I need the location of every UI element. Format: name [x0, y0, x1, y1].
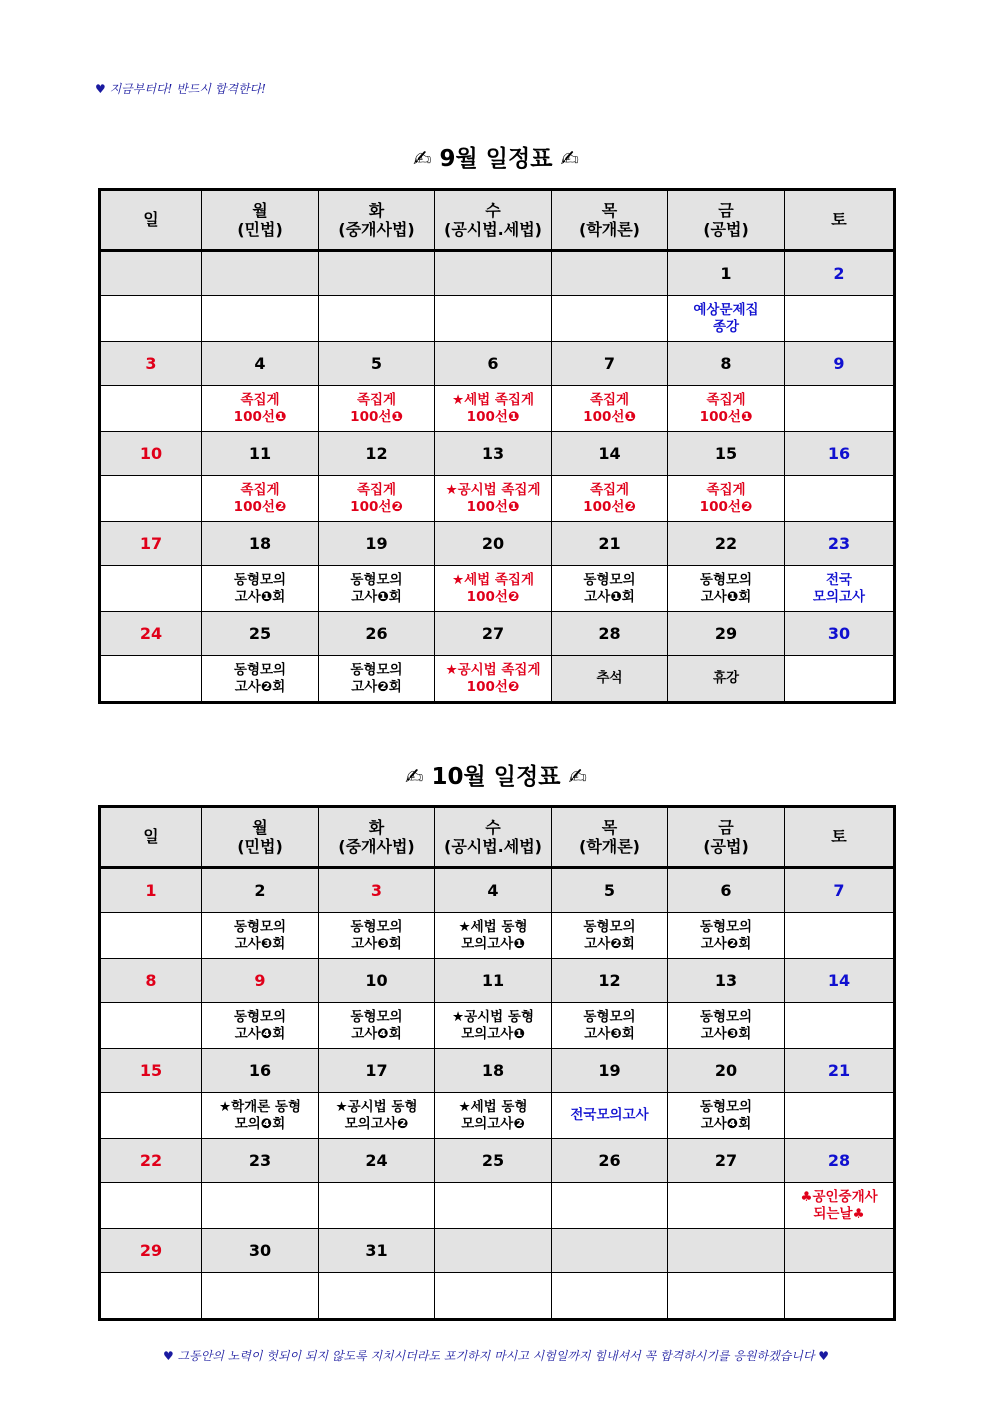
event-line-2: 100선❷ [466, 588, 520, 605]
event-line-2: 100선❷ [583, 498, 636, 515]
event-cell-tue [319, 386, 435, 432]
event-line-2: 고사❶회 [351, 588, 402, 605]
date-cell-fri: 8 [668, 342, 785, 386]
event-line-2: 모의고사❶ [461, 935, 525, 952]
event-line-1: 동형모의 [699, 572, 753, 589]
date-cell-mon: 30 [202, 1229, 319, 1273]
event-cell-sun [100, 1273, 202, 1320]
event-cell-mon [202, 1273, 319, 1320]
date-cell-sun: 8 [100, 959, 202, 1003]
date-cell-sat: 23 [785, 522, 895, 566]
event-cell-wed [435, 656, 552, 703]
date-cell-thu: 7 [552, 342, 668, 386]
event-line-2: 고사❸회 [584, 1025, 635, 1042]
weekday-header-row [100, 190, 895, 251]
date-cell-mon: 11 [202, 432, 319, 476]
event-line-1: 족집게 [589, 482, 630, 499]
writing-hand-icon: ✍ [405, 765, 424, 790]
event-cell-fri [668, 386, 785, 432]
event-line-1: 동형모의 [233, 662, 287, 679]
event-line-2: 되는날♣ [813, 1205, 865, 1222]
top-motivation-note: ♥ 지금부터다! 반드시 합격한다! [95, 82, 266, 96]
date-cell-sun: 17 [100, 522, 202, 566]
event-cell-mon [202, 386, 319, 432]
bottom-encouragement-note: ♥ 그동안의 노력이 헛되이 되지 않도록 지치시더라도 포기하지 마시고 시험일까지 힘내셔서 꼭 합격하시기를 응원하겠습니다 ♥ [162, 1349, 830, 1363]
date-cell-fri: 1 [668, 251, 785, 296]
event-line-2: 모의고사❷ [461, 1115, 525, 1132]
header-sat: 토 [785, 807, 895, 868]
date-cell-tue: 5 [319, 342, 435, 386]
event-cell-tue [319, 913, 435, 959]
event-line-2: 고사❸회 [234, 935, 286, 952]
event-cell-sun [100, 1183, 202, 1229]
event-cell-sat [785, 386, 895, 432]
event-line-1: ★세법 족집게 [451, 572, 534, 589]
date-row [100, 1049, 895, 1093]
date-cell-fri: 15 [668, 432, 785, 476]
event-row [100, 656, 895, 703]
date-row [100, 1229, 895, 1273]
event-cell-fri [668, 1183, 785, 1229]
event-row [100, 1183, 895, 1229]
date-cell-thu: 28 [552, 612, 668, 656]
event-line-1: 동형모의 [233, 572, 287, 589]
date-cell-thu: 26 [552, 1139, 668, 1183]
october-title: 10월 일정표 [431, 764, 561, 790]
event-line-1: 족집게 [240, 392, 280, 409]
event-cell-fri [668, 476, 785, 522]
event-line-2: 고사❸회 [700, 1025, 752, 1042]
date-cell-sun: 3 [100, 342, 202, 386]
header-thu: 목 (학개론) [552, 807, 668, 868]
event-cell-sat [785, 566, 895, 612]
event-line-1: 족집게 [356, 392, 397, 409]
event-cell-mon [202, 1183, 319, 1229]
event-cell-tue [319, 1183, 435, 1229]
event-line-1: 족집게 [356, 482, 397, 499]
date-cell-sun: 1 [100, 868, 202, 913]
event-row [100, 566, 895, 612]
event-cell-thu [552, 1273, 668, 1320]
event-row [100, 1273, 895, 1320]
event-line-2: 100선❷ [699, 498, 753, 515]
event-cell-thu [552, 296, 668, 342]
date-row [100, 432, 895, 476]
date-row [100, 868, 895, 913]
event-cell-mon [202, 913, 319, 959]
date-cell-thu [552, 251, 668, 296]
event-line-1: 동형모의 [233, 1009, 287, 1026]
date-cell-tue [319, 251, 435, 296]
event-cell-sun [100, 476, 202, 522]
date-cell-tue: 26 [319, 612, 435, 656]
event-line-1: 동형모의 [699, 1009, 753, 1026]
event-cell-mon [202, 1093, 319, 1139]
header-thu: 목 (학개론) [552, 190, 668, 251]
date-cell-thu: 5 [552, 868, 668, 913]
event-cell-tue [319, 656, 435, 703]
writing-hand-icon: ✍ [560, 147, 579, 172]
event-cell-fri [668, 1093, 785, 1139]
date-cell-sat: 16 [785, 432, 895, 476]
event-line-1: 전국모의고사 [570, 1107, 649, 1124]
event-line-2: 100선❶ [583, 408, 636, 425]
event-cell-thu [552, 1183, 668, 1229]
date-row [100, 522, 895, 566]
header-tue: 화 (중개사법) [319, 807, 435, 868]
date-cell-tue: 31 [319, 1229, 435, 1273]
date-cell-mon: 9 [202, 959, 319, 1003]
event-cell-wed [435, 1183, 552, 1229]
event-cell-mon [202, 296, 319, 342]
event-line-2: 고사❷회 [700, 935, 752, 952]
date-cell-wed: 20 [435, 522, 552, 566]
event-cell-fri [668, 296, 785, 342]
date-cell-fri: 27 [668, 1139, 785, 1183]
date-cell-wed: 13 [435, 432, 552, 476]
event-cell-thu [552, 656, 668, 703]
event-line-2: 모의❹회 [234, 1115, 286, 1132]
event-cell-wed [435, 566, 552, 612]
event-cell-mon [202, 566, 319, 612]
weekday-header-row [100, 807, 895, 868]
event-line-1: 동형모의 [699, 919, 753, 936]
date-cell-mon [202, 251, 319, 296]
date-row [100, 959, 895, 1003]
header-mon: 월 (민법) [202, 190, 319, 251]
event-line-1: ★공시법 족집게 [445, 662, 541, 679]
event-cell-sun [100, 386, 202, 432]
event-line-2: 100선❷ [466, 678, 520, 695]
date-cell-sat: 30 [785, 612, 895, 656]
date-cell-tue: 3 [319, 868, 435, 913]
event-cell-thu [552, 1003, 668, 1049]
date-cell-thu: 14 [552, 432, 668, 476]
event-line-1: 족집게 [589, 392, 630, 409]
event-line-2: 모의고사❶ [461, 1025, 525, 1042]
date-cell-fri: 20 [668, 1049, 785, 1093]
event-cell-fri [668, 656, 785, 703]
date-cell-tue: 17 [319, 1049, 435, 1093]
event-line-2: 모의고사 [812, 588, 866, 605]
event-cell-wed [435, 1093, 552, 1139]
event-line-2: 100선❶ [350, 408, 403, 425]
event-cell-mon [202, 476, 319, 522]
event-line-2: 고사❶회 [700, 588, 752, 605]
date-cell-thu: 21 [552, 522, 668, 566]
date-cell-tue: 12 [319, 432, 435, 476]
event-line-1: 추석 [596, 670, 623, 687]
event-cell-wed [435, 296, 552, 342]
september-calendar [98, 188, 896, 704]
event-cell-sat [785, 1093, 895, 1139]
event-line-1: 족집게 [706, 482, 746, 499]
date-cell-sat [785, 1229, 895, 1273]
event-line-1: ★세법 동형 [458, 919, 528, 936]
september-title: 9월 일정표 [439, 146, 553, 172]
event-cell-tue [319, 476, 435, 522]
event-cell-tue [319, 1273, 435, 1320]
date-cell-wed: 18 [435, 1049, 552, 1093]
event-line-1: 동형모의 [583, 919, 636, 936]
event-line-2: 100선❶ [233, 408, 287, 425]
event-cell-sat [785, 1183, 895, 1229]
event-cell-mon [202, 656, 319, 703]
header-fri: 금 (공법) [668, 190, 785, 251]
writing-hand-icon: ✍ [568, 765, 587, 790]
event-line-1: 동형모의 [233, 919, 287, 936]
event-row [100, 1093, 895, 1139]
event-line-1: 휴강 [712, 670, 740, 687]
date-cell-wed: 27 [435, 612, 552, 656]
event-cell-wed [435, 1003, 552, 1049]
event-line-1: ★공시법 동형 [451, 1009, 534, 1026]
date-cell-fri: 6 [668, 868, 785, 913]
event-line-1: ★세법 동형 [458, 1099, 528, 1116]
event-cell-mon [202, 1003, 319, 1049]
date-cell-sun: 24 [100, 612, 202, 656]
event-row [100, 386, 895, 432]
date-cell-wed: 6 [435, 342, 552, 386]
date-cell-sun [100, 251, 202, 296]
event-line-1: 동형모의 [583, 1009, 636, 1026]
date-cell-sat: 2 [785, 251, 895, 296]
date-row [100, 1139, 895, 1183]
header-wed: 수 (공시법.세법) [435, 807, 552, 868]
date-cell-sun: 22 [100, 1139, 202, 1183]
header-fri: 금 (공법) [668, 807, 785, 868]
event-cell-sun [100, 656, 202, 703]
event-cell-sat [785, 656, 895, 703]
header-sun: 일 [100, 807, 202, 868]
event-line-1: ♣공인중개사 [800, 1189, 878, 1206]
event-cell-sat [785, 913, 895, 959]
date-cell-fri: 13 [668, 959, 785, 1003]
event-line-1: ★학개론 동형 [218, 1099, 301, 1116]
event-cell-sat [785, 296, 895, 342]
event-cell-thu [552, 1093, 668, 1139]
date-cell-fri: 22 [668, 522, 785, 566]
event-cell-sun [100, 566, 202, 612]
event-cell-thu [552, 386, 668, 432]
date-cell-wed: 4 [435, 868, 552, 913]
event-cell-sat [785, 1273, 895, 1320]
date-cell-sat: 14 [785, 959, 895, 1003]
date-cell-fri [668, 1229, 785, 1273]
date-row [100, 612, 895, 656]
date-cell-mon: 18 [202, 522, 319, 566]
event-row [100, 476, 895, 522]
event-cell-tue [319, 566, 435, 612]
event-line-1: 족집게 [240, 482, 280, 499]
event-cell-thu [552, 913, 668, 959]
event-line-1: 동형모의 [350, 1009, 403, 1026]
september-heading [0, 140, 992, 173]
event-cell-fri [668, 1273, 785, 1320]
date-cell-sun: 15 [100, 1049, 202, 1093]
event-line-2: 고사❶회 [234, 588, 286, 605]
event-cell-fri [668, 913, 785, 959]
event-line-2: 고사❶회 [584, 588, 635, 605]
date-cell-wed [435, 1229, 552, 1273]
date-cell-sat: 21 [785, 1049, 895, 1093]
header-sun: 일 [100, 190, 202, 251]
event-line-2: 고사❹회 [700, 1115, 752, 1132]
october-heading [0, 758, 992, 791]
october-calendar [98, 805, 896, 1321]
date-cell-tue: 24 [319, 1139, 435, 1183]
date-cell-mon: 2 [202, 868, 319, 913]
date-cell-wed: 11 [435, 959, 552, 1003]
event-cell-fri [668, 1003, 785, 1049]
event-line-1: 동형모의 [583, 572, 636, 589]
date-cell-sat: 9 [785, 342, 895, 386]
event-line-1: 동형모의 [699, 1099, 753, 1116]
date-cell-wed [435, 251, 552, 296]
event-cell-tue [319, 296, 435, 342]
event-cell-fri [668, 566, 785, 612]
event-line-1: 동형모의 [350, 572, 403, 589]
date-cell-tue: 10 [319, 959, 435, 1003]
event-cell-wed [435, 913, 552, 959]
date-cell-mon: 4 [202, 342, 319, 386]
event-cell-wed [435, 476, 552, 522]
event-line-2: 고사❹회 [234, 1025, 286, 1042]
event-cell-wed [435, 386, 552, 432]
event-cell-thu [552, 476, 668, 522]
header-tue: 화 (중개사법) [319, 190, 435, 251]
date-cell-thu [552, 1229, 668, 1273]
event-cell-sat [785, 1003, 895, 1049]
event-line-2: 고사❸회 [351, 935, 402, 952]
date-cell-mon: 23 [202, 1139, 319, 1183]
event-line-1: 족집게 [706, 392, 746, 409]
header-mon: 월 (민법) [202, 807, 319, 868]
event-line-2: 100선❶ [466, 498, 520, 515]
event-line-1: 예상문제집 [693, 302, 759, 319]
date-cell-sat: 7 [785, 868, 895, 913]
event-row [100, 296, 895, 342]
event-cell-sun [100, 296, 202, 342]
event-line-1: ★공시법 족집게 [445, 482, 541, 499]
event-row [100, 913, 895, 959]
header-sat: 토 [785, 190, 895, 251]
event-line-1: 동형모의 [350, 662, 403, 679]
event-cell-sat [785, 476, 895, 522]
event-cell-wed [435, 1273, 552, 1320]
date-cell-mon: 16 [202, 1049, 319, 1093]
date-row [100, 251, 895, 296]
event-line-2: 모의고사❷ [344, 1115, 409, 1132]
event-line-1: ★세법 족집게 [451, 392, 534, 409]
event-line-1: ★공시법 동형 [335, 1099, 418, 1116]
date-cell-sun: 10 [100, 432, 202, 476]
date-cell-sat: 28 [785, 1139, 895, 1183]
date-cell-wed: 25 [435, 1139, 552, 1183]
event-cell-sun [100, 1003, 202, 1049]
event-line-2: 100선❷ [233, 498, 287, 515]
event-cell-sun [100, 1093, 202, 1139]
event-row [100, 1003, 895, 1049]
event-cell-tue [319, 1093, 435, 1139]
writing-hand-icon: ✍ [413, 147, 432, 172]
event-line-2: 100선❷ [350, 498, 403, 515]
date-cell-tue: 19 [319, 522, 435, 566]
header-wed: 수 (공시법.세법) [435, 190, 552, 251]
event-line-1: 전국 [825, 572, 853, 589]
event-line-2: 고사❷회 [584, 935, 635, 952]
event-line-2: 100선❶ [466, 408, 520, 425]
date-cell-sun: 29 [100, 1229, 202, 1273]
event-cell-tue [319, 1003, 435, 1049]
event-line-2: 고사❷회 [351, 678, 402, 695]
event-cell-thu [552, 566, 668, 612]
date-cell-fri: 29 [668, 612, 785, 656]
event-line-2: 100선❶ [699, 408, 753, 425]
date-cell-thu: 12 [552, 959, 668, 1003]
date-cell-mon: 25 [202, 612, 319, 656]
event-line-2: 고사❹회 [351, 1025, 402, 1042]
event-line-1: 동형모의 [350, 919, 403, 936]
date-cell-thu: 19 [552, 1049, 668, 1093]
event-cell-sun [100, 913, 202, 959]
event-line-2: 종강 [712, 318, 740, 335]
event-line-2: 고사❷회 [234, 678, 286, 695]
date-row [100, 342, 895, 386]
